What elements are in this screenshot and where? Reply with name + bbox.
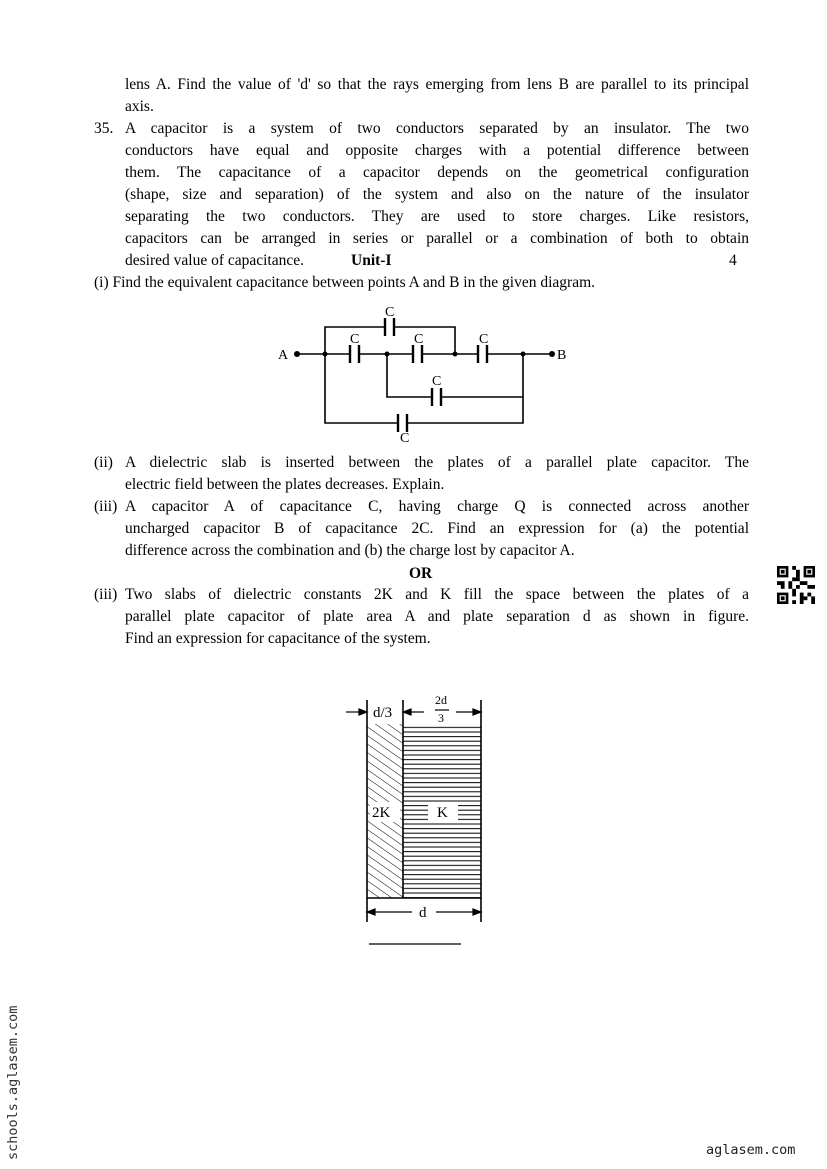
part-iii-label: (iii) — [94, 498, 118, 515]
side-watermark: schools.aglasem.com — [5, 1005, 21, 1160]
dim-right-denominator: 3 — [438, 711, 444, 725]
part-iii-line-3: difference across the combination and (b) the charge lost by capacitor A. — [125, 542, 575, 559]
or-separator: OR — [409, 565, 433, 582]
footer-watermark: aglasem.com — [706, 1142, 796, 1158]
question-line: (shape, size and separation) of the system and also on the nature of the insulator — [125, 186, 749, 203]
slab-k-label: K — [437, 805, 448, 821]
part-ii-line-2: electric field between the plates decreases. Explain. — [125, 476, 445, 493]
question-line: capacitors can be arranged in series or parallel or a combination of both to obtain — [125, 230, 749, 247]
dim-left-label: d/3 — [373, 705, 393, 721]
part-iii-line-1: A capacitor A of capacitance C, having charge Q is connected across another — [125, 498, 749, 515]
part-iii-alt-line-1: Two slabs of dielectric constants 2K and K fill the space between the plates of a — [125, 586, 749, 603]
question-line: A capacitor is a system of two conductors separated by an insulator. The two — [125, 120, 749, 137]
capacitor-label: C — [479, 332, 489, 347]
point-a-label: A — [278, 348, 289, 363]
unit-label: Unit-I — [351, 252, 392, 269]
capacitor-label: C — [400, 431, 410, 446]
question-line: conductors have equal and opposite charges with a potential difference between — [125, 142, 749, 159]
part-iii-alt-label: (iii) — [94, 586, 118, 603]
question-line: separating the two conductors. They are used to store charges. Like resistors, — [125, 208, 749, 225]
part-ii-line-1: A dielectric slab is inserted between the plates of a parallel plate capacitor. The — [125, 454, 749, 471]
capacitor-label: C — [350, 332, 360, 347]
intro-line-1: lens A. Find the value of 'd' so that the rays emerging from lens B are parallel to its principal — [125, 76, 749, 93]
question-number: 35. — [94, 120, 114, 137]
marks: 4 — [729, 252, 737, 269]
part-iii-alt-line-3: Find an expression for capacitance of the system. — [125, 630, 431, 647]
question-last-line: desired value of capacitance. — [125, 252, 305, 269]
part-i-text: (i) Find the equivalent capacitance between points A and B in the given diagram. — [94, 274, 596, 291]
point-b-label: B — [557, 348, 567, 363]
part-iii-line-2: uncharged capacitor B of capacitance 2C. Find an expression for (a) the potential — [125, 520, 749, 537]
intro-line-2: axis. — [125, 98, 154, 115]
capacitor-label: C — [414, 332, 424, 347]
dim-right-numerator: 2d — [435, 693, 447, 707]
capacitor-label: C — [385, 305, 395, 320]
part-ii-label: (ii) — [94, 454, 113, 471]
slab-2k-label: 2K — [372, 805, 391, 821]
part-iii-alt-line-2: parallel plate capacitor of plate area A and plate separation d as shown in figure. — [125, 608, 749, 625]
capacitor-label: C — [432, 374, 442, 389]
question-line: them. The capacitance of a capacitor depends on the geometrical configuration — [125, 164, 749, 181]
dim-total-label: d — [419, 905, 427, 921]
